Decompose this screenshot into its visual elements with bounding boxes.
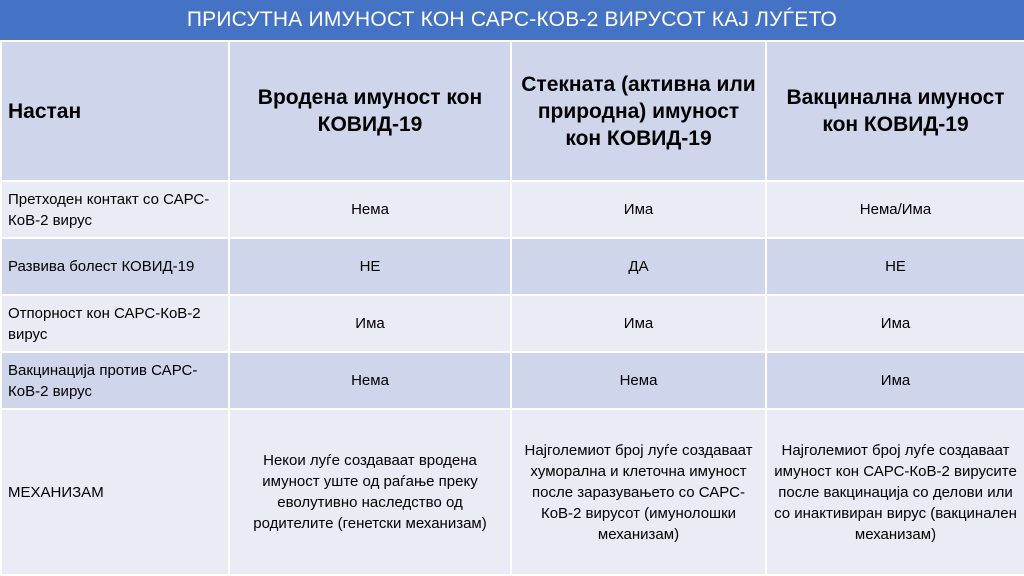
row-label: Развива болест КОВИД-19 — [1, 238, 229, 295]
slide-title — [0, 0, 1024, 40]
table-cell: Има — [511, 181, 766, 238]
slide-title-text: ПРИСУТНА ИМУНОСТ КОН САРС-КОВ-2 ВИРУСОТ КАЈ ЛУЃЕТО — [186, 8, 838, 31]
row-label: Претходен контакт со САРС-КоВ-2 вирус — [1, 181, 229, 238]
table-row — [1, 238, 1024, 295]
table-header-row — [1, 41, 1024, 181]
row-label: Отпорност кон САРС-КоВ-2 вирус — [1, 295, 229, 352]
table-cell: Нема — [229, 181, 511, 238]
table-cell: Најголемиот број луѓе создаваат хуморална и клеточна имуност после заразувањето со САРС-КоВ-2 вирусот (имунолошки механизам) — [511, 409, 766, 575]
header-acquired-immunity: Стекната (активна или природна) имуност кон КОВИД-19 — [511, 41, 766, 181]
table-cell: Најголемиот број луѓе создаваат имуност кон САРС-КоВ-2 вирусите после вакцинација со делови или со инактивиран вирус (вакцинален механизам) — [766, 409, 1024, 575]
header-event: Настан — [1, 41, 229, 181]
table-cell: Има — [766, 352, 1024, 409]
header-vaccine-immunity: Вакцинална имуност кон КОВИД-19 — [766, 41, 1024, 181]
row-label: МЕХАНИЗАМ — [1, 409, 229, 575]
table-cell: ДА — [511, 238, 766, 295]
immunity-table — [0, 40, 1024, 576]
row-label: Вакцинација против САРС-КоВ-2 вирус — [1, 352, 229, 409]
table-row — [1, 181, 1024, 238]
table-cell: Нема — [511, 352, 766, 409]
table-row — [1, 295, 1024, 352]
table-row — [1, 352, 1024, 409]
table-cell: НЕ — [229, 238, 511, 295]
table-cell: Некои луѓе создаваат вродена имуност уште од раѓање преку еволутивно наследство од родителите (генетски механизам) — [229, 409, 511, 575]
table-cell: Има — [511, 295, 766, 352]
header-innate-immunity: Вродена имуност кон КОВИД-19 — [229, 41, 511, 181]
table-row-mechanism — [1, 409, 1024, 575]
table-cell: Нема/Има — [766, 181, 1024, 238]
table-cell: Нема — [229, 352, 511, 409]
table-cell: Има — [229, 295, 511, 352]
table-cell: НЕ — [766, 238, 1024, 295]
table-cell: Има — [766, 295, 1024, 352]
